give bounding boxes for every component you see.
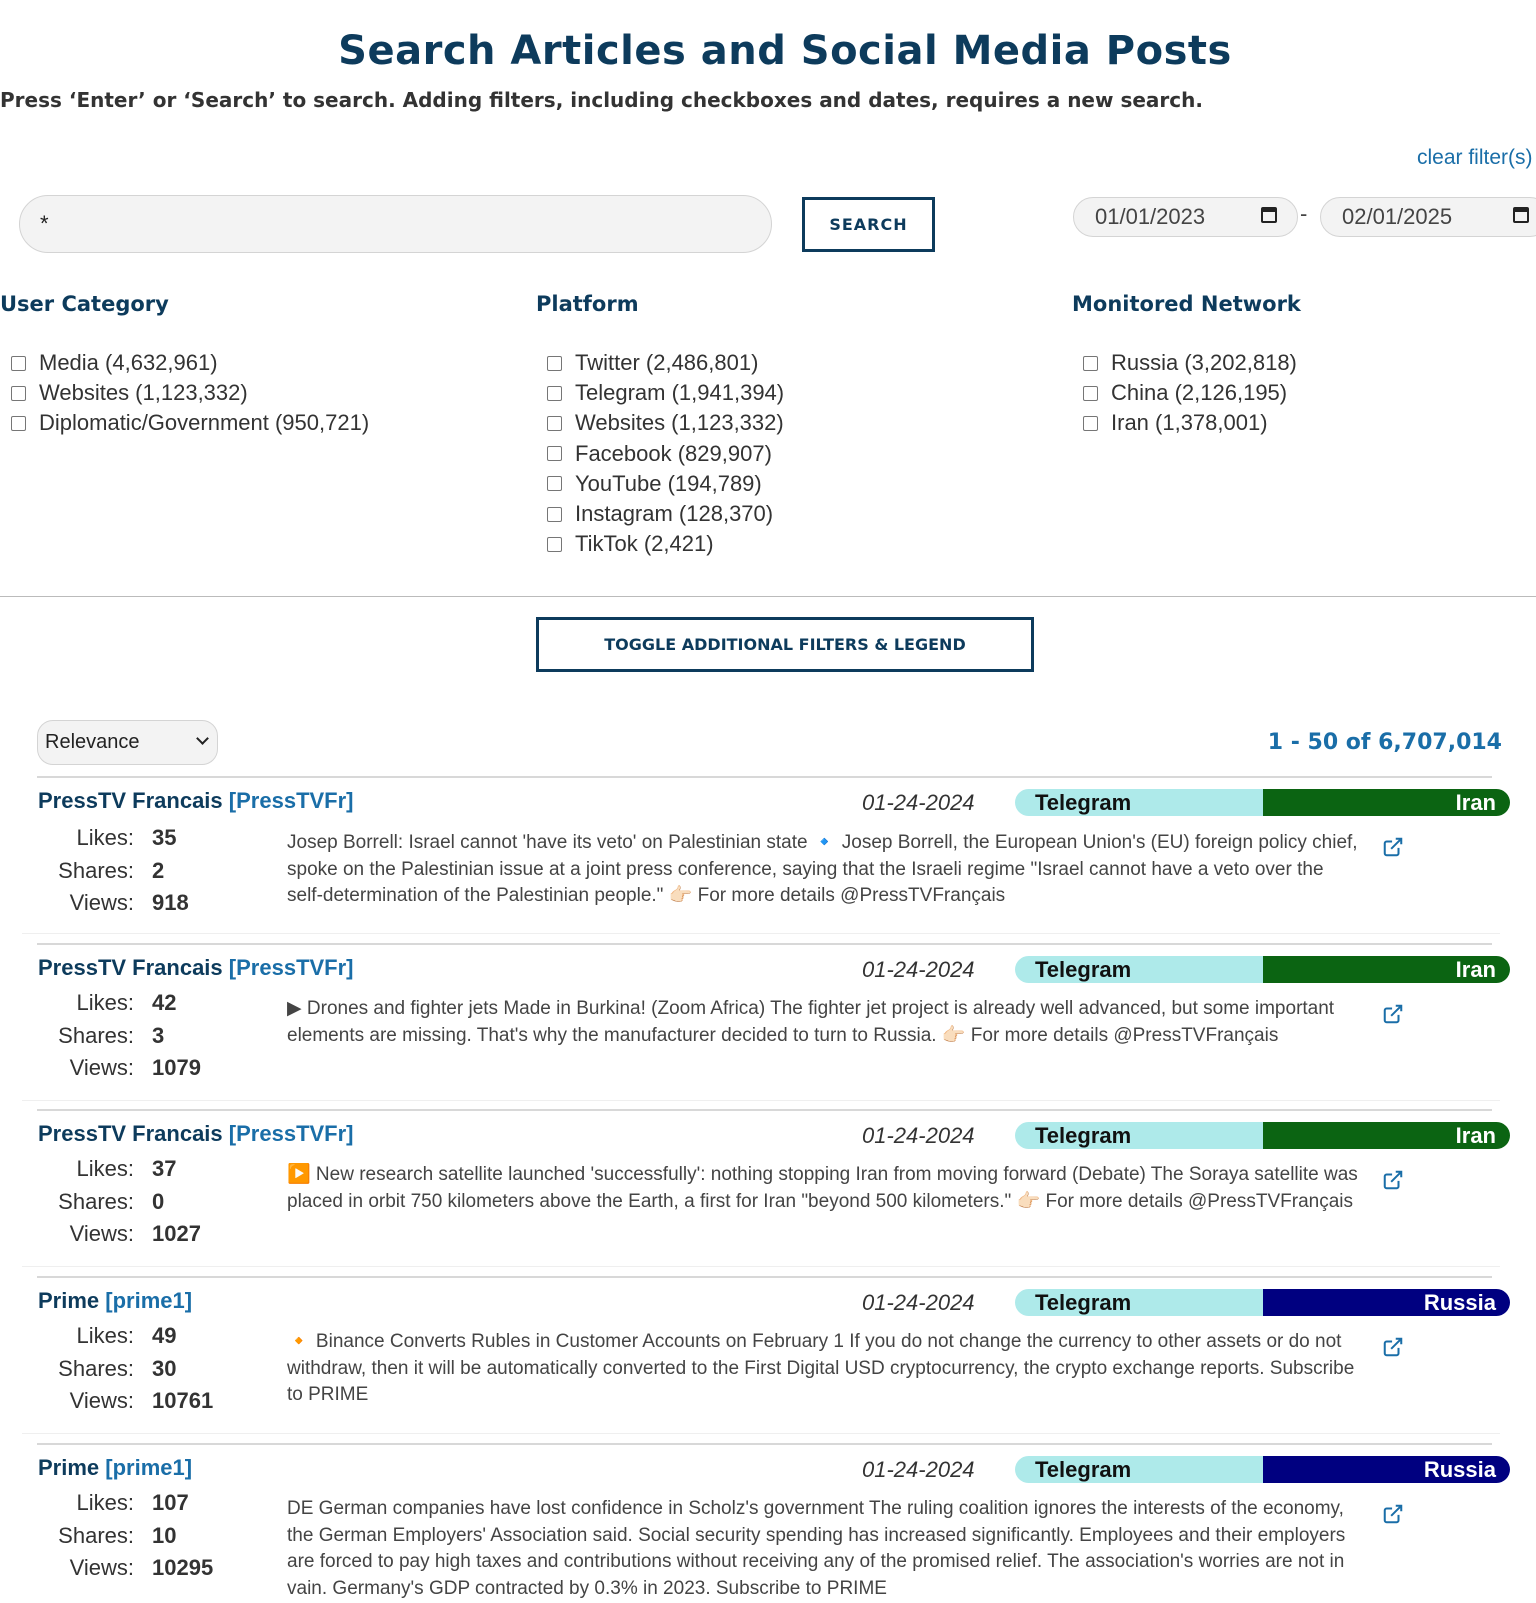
views-label: Views: [69,890,134,915]
result-count: 1 - 50 of 6,707,014 [1267,730,1502,755]
result-content: DE German companies have lost confidence in Scholz's government The ruling coalition ignores the interests of the economy, the German Employers' Association said. Social security spending has increased significantly. Employees and their employers are forced to pay high taxes and contributions without receiving any of the promised relief. The association's worries are not in vain. Germany's GDP contracted by 0.3% in 2023. Subscribe to PRIME [287,1498,1346,1600]
filter-heading: User Category [0,292,169,316]
checkbox[interactable] [1083,416,1098,431]
likes-label: Likes: [76,990,134,1015]
card-divider [37,1109,1492,1111]
network-tag: Russia [1263,1289,1510,1316]
date-from-field[interactable] [1073,197,1298,237]
checkbox[interactable] [1083,356,1098,371]
checkbox[interactable] [11,416,26,431]
result-handle[interactable]: [PressTVFr] [228,1121,354,1146]
result-tags [1015,1456,1510,1483]
result-card [22,943,1500,1099]
filter-option[interactable]: Telegram (1,941,394) [536,378,784,408]
result-date: 01-24-2024 [862,1123,975,1148]
filter-option[interactable]: Facebook (829,907) [536,439,784,469]
views-value: 10761 [152,1388,214,1413]
shares-label: Shares: [58,1523,134,1548]
shares-label: Shares: [58,1189,134,1214]
card-divider [37,776,1492,778]
filter-option[interactable]: Diplomatic/Government (950,721) [0,408,369,438]
result-date: 01-24-2024 [862,957,975,982]
card-bottom-line [22,1100,1500,1101]
result-content: ▶ Drones and fighter jets Made in Burkina! (Zoom Africa) The fighter jet project is already well advanced, but some important elements are missing. That's why the manufacturer decided to turn to Russia. 👉🏻 For more details @PressTVFrançais [287,998,1335,1046]
platform-tag: Telegram [1015,1122,1263,1149]
result-tags [1015,1289,1510,1316]
external-link-icon[interactable] [1382,1003,1404,1025]
filter-heading: Platform [536,292,639,316]
views-label: Views: [69,1555,134,1580]
filter-option[interactable]: Media (4,632,961) [0,348,369,378]
result-card [22,1109,1500,1265]
filter-option[interactable]: Websites (1,123,332) [0,378,369,408]
views-value: 1079 [152,1055,201,1080]
views-value: 918 [152,890,189,915]
network-tag: Russia [1263,1456,1510,1483]
checkbox[interactable] [547,476,562,491]
network-tag: Iran [1263,956,1510,983]
result-card [22,1443,1500,1599]
shares-value: 0 [152,1189,165,1214]
card-bottom-line [22,1433,1500,1434]
result-card [22,776,1500,932]
shares-label: Shares: [58,858,134,883]
chevron-down-icon [196,732,209,745]
views-label: Views: [69,1055,134,1080]
result-handle[interactable]: [prime1] [105,1288,193,1313]
likes-value: 107 [152,1490,189,1515]
likes-label: Likes: [76,1323,134,1348]
views-label: Views: [69,1221,134,1246]
likes-label: Likes: [76,1156,134,1181]
filter-heading: Monitored Network [1072,292,1301,316]
date-to-field[interactable] [1320,197,1536,237]
filter-option[interactable]: YouTube (194,789) [536,469,784,499]
card-bottom-line [22,933,1500,934]
network-tag: Iran [1263,789,1510,816]
card-divider [37,1276,1492,1278]
card-divider [37,943,1492,945]
filter-option[interactable]: TikTok (2,421) [536,529,784,559]
date-from-value: 01/01/2023 [1095,204,1206,229]
result-card [22,1276,1500,1432]
shares-value: 3 [152,1023,165,1048]
platform-tag: Telegram [1015,956,1263,983]
search-instructions: Press ‘Enter’ or ‘Search’ to search. Adding filters, including checkboxes and dates, requires a new search. [0,88,1203,112]
views-label: Views: [69,1388,134,1413]
card-bottom-line [22,1266,1500,1267]
checkbox[interactable] [547,356,562,371]
likes-value: 35 [152,825,177,850]
result-tags [1015,956,1510,983]
result-author[interactable]: Prime [prime1] [38,1288,193,1313]
likes-value: 49 [152,1323,177,1348]
result-author[interactable]: PressTV Francais [PressTVFr] [38,955,354,980]
filter-option[interactable]: Instagram (128,370) [536,499,784,529]
calendar-icon[interactable] [1261,207,1277,223]
sort-select[interactable] [37,720,218,765]
date-separator: - [1300,201,1308,226]
filter-option[interactable]: Russia (3,202,818) [1072,348,1301,378]
platform-tag: Telegram [1015,1456,1263,1483]
result-handle[interactable]: [PressTVFr] [228,788,354,813]
filter-option[interactable]: China (2,126,195) [1072,378,1301,408]
section-divider [0,596,1536,597]
checkbox[interactable] [547,537,562,552]
user-category-filter [0,292,369,439]
shares-label: Shares: [58,1023,134,1048]
search-button[interactable]: SEARCH [802,197,935,252]
checkbox[interactable] [547,507,562,522]
network-tag: Iran [1263,1122,1510,1149]
checkbox[interactable] [547,446,562,461]
result-date: 01-24-2024 [862,1290,975,1315]
checkbox[interactable] [547,416,562,431]
sort-selected-value: Relevance [45,731,140,753]
toggle-filters-button[interactable]: TOGGLE ADDITIONAL FILTERS & LEGEND [536,617,1034,672]
external-link-icon[interactable] [1382,1169,1404,1191]
likes-label: Likes: [76,1490,134,1515]
checkbox[interactable] [547,386,562,401]
views-value: 1027 [152,1221,201,1246]
date-to-value: 02/01/2025 [1342,204,1453,229]
filter-option[interactable]: Twitter (2,486,801) [536,348,784,378]
checkbox[interactable] [11,386,26,401]
platform-tag: Telegram [1015,1289,1263,1316]
shares-label: Shares: [58,1356,134,1381]
filter-option[interactable]: Websites (1,123,332) [536,408,784,438]
result-author[interactable]: PressTV Francais [PressTVFr] [38,788,354,813]
result-content: Josep Borrell: Israel cannot 'have its veto' on Palestinian state 🔹 Josep Borrell, the European Union's (EU) foreign policy chief, spoke on the Palestinian issue at a joint press conference, saying that the Israeli regime "Israel cannot have a veto over the self-determination of the Palestinian people." 👉🏻 For more details @PressTVFrançais [287,832,1358,907]
shares-value: 30 [152,1356,177,1381]
likes-value: 37 [152,1156,177,1181]
shares-value: 10 [152,1523,177,1548]
clear-filters-link[interactable]: clear filter(s) [1417,146,1533,169]
result-author[interactable]: PressTV Francais [PressTVFr] [38,1121,354,1146]
result-author[interactable]: Prime [prime1] [38,1455,193,1480]
result-handle[interactable]: [prime1] [105,1455,193,1480]
page-title: Search Articles and Social Media Posts [338,27,1232,74]
result-tags [1015,1122,1510,1149]
external-link-icon[interactable] [1382,1503,1404,1525]
views-value: 10295 [152,1555,214,1580]
monitored-network-filter [1072,292,1301,439]
result-date: 01-24-2024 [862,790,975,815]
result-content: ▶️ New research satellite launched 'successfully': nothing stopping Iran from moving forward (Debate) The Soraya satellite was placed in orbit 750 kilometers above the Earth, a first for Iran "beyond 500 kilometers." 👉🏻 For more details @PressTVFrançais [287,1164,1358,1212]
search-input[interactable] [19,195,772,253]
card-divider [37,1443,1492,1445]
platform-tag: Telegram [1015,789,1263,816]
likes-value: 42 [152,990,177,1015]
shares-value: 2 [152,858,165,883]
checkbox[interactable] [1083,386,1098,401]
platform-filter [536,292,784,559]
likes-label: Likes: [76,825,134,850]
calendar-icon[interactable] [1513,207,1529,223]
result-handle[interactable]: [PressTVFr] [228,955,354,980]
result-date: 01-24-2024 [862,1457,975,1482]
external-link-icon[interactable] [1382,836,1404,858]
checkbox[interactable] [11,356,26,371]
external-link-icon[interactable] [1382,1336,1404,1358]
filter-option[interactable]: Iran (1,378,001) [1072,408,1301,438]
result-content: 🔸 Binance Converts Rubles in Customer Accounts on February 1 If you do not change the currency to other assets or do not withdraw, then it will be automatically converted to the First Digital USD cryptocurrency, the crypto exchange reports. Subscribe to PRIME [287,1331,1355,1406]
result-tags [1015,789,1510,816]
